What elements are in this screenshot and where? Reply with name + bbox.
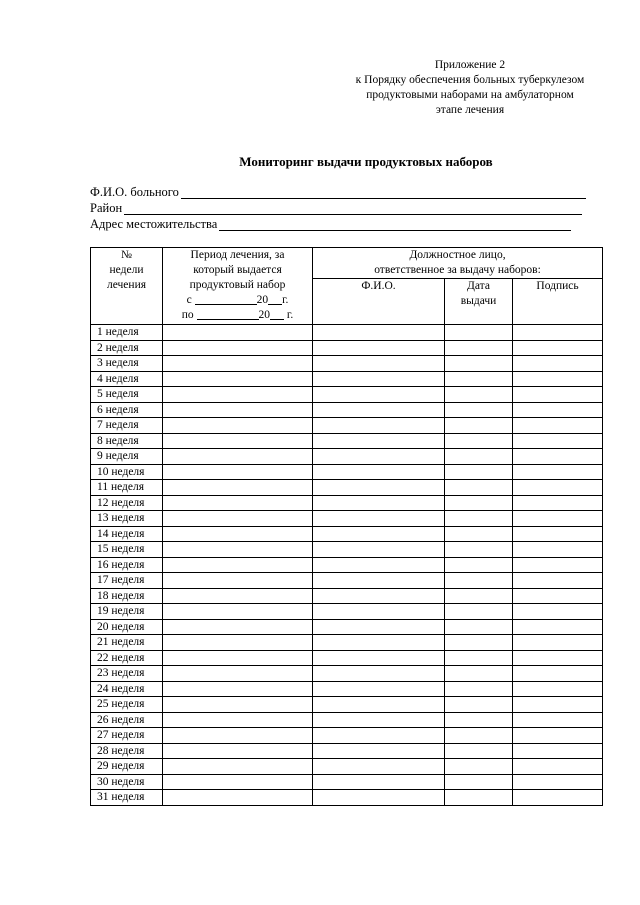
table-row [91, 464, 603, 480]
signature-cell[interactable] [513, 743, 603, 759]
table-row [91, 712, 603, 728]
week-number-header [91, 248, 163, 325]
week-label: 7 неделя [91, 418, 163, 434]
week-label: 15 неделя [91, 542, 163, 558]
signature-cell[interactable] [513, 681, 603, 697]
table-row [91, 790, 603, 806]
period-cell[interactable] [163, 666, 313, 682]
signature-cell[interactable] [513, 449, 603, 465]
table-row [91, 650, 603, 666]
week-label: 13 неделя [91, 511, 163, 527]
official-fio-cell[interactable] [313, 604, 445, 620]
official-fio-cell[interactable] [313, 619, 445, 635]
official-fio-cell[interactable] [313, 356, 445, 372]
signature-cell[interactable] [513, 511, 603, 527]
signature-cell[interactable] [513, 402, 603, 418]
district-label: Район [90, 201, 123, 215]
period-cell[interactable] [163, 635, 313, 651]
period-from-year: 20 [256, 294, 269, 306]
table-row [91, 604, 603, 620]
district-field [90, 201, 582, 216]
table-row [91, 402, 603, 418]
official-fio-cell[interactable] [313, 635, 445, 651]
table-row [91, 542, 603, 558]
week-label: 28 неделя [91, 743, 163, 759]
official-fio-cell[interactable] [313, 681, 445, 697]
official-fio-cell[interactable] [313, 526, 445, 542]
table-row [91, 371, 603, 387]
week-label: 8 неделя [91, 433, 163, 449]
period-cell[interactable] [163, 371, 313, 387]
header-text: Период лечения, за [190, 249, 285, 261]
issue-date-cell[interactable] [445, 433, 513, 449]
period-cell[interactable] [163, 495, 313, 511]
period-cell[interactable] [163, 433, 313, 449]
issue-date-cell[interactable] [445, 681, 513, 697]
appendix-line: к Порядку обеспечения больных туберкулезом [355, 74, 585, 86]
monitoring-table [90, 247, 603, 806]
issue-date-cell[interactable] [445, 774, 513, 790]
table-row [91, 480, 603, 496]
issue-date-cell[interactable] [445, 712, 513, 728]
week-label: 31 неделя [91, 790, 163, 806]
period-cell[interactable] [163, 712, 313, 728]
official-fio-cell[interactable] [313, 743, 445, 759]
official-fio-cell[interactable] [313, 464, 445, 480]
signature-cell[interactable] [513, 759, 603, 775]
appendix-line: Приложение 2 [434, 59, 506, 71]
table-row [91, 681, 603, 697]
period-cell[interactable] [163, 573, 313, 589]
table-row [91, 557, 603, 573]
period-cell[interactable] [163, 356, 313, 372]
signature-cell[interactable] [513, 619, 603, 635]
address-label: Адрес местожительства [90, 217, 218, 231]
signature-cell[interactable] [513, 573, 603, 589]
period-to-year-blank[interactable] [270, 308, 284, 320]
week-label: 12 неделя [91, 495, 163, 511]
week-label: 17 неделя [91, 573, 163, 589]
issue-date-cell[interactable] [445, 449, 513, 465]
issue-date-cell[interactable] [445, 790, 513, 806]
official-fio-cell[interactable] [313, 728, 445, 744]
table-row [91, 697, 603, 713]
period-to-suffix: г. [286, 309, 294, 321]
issue-date-cell[interactable] [445, 666, 513, 682]
official-fio-cell[interactable] [313, 402, 445, 418]
issue-date-cell[interactable] [445, 511, 513, 527]
official-fio-cell[interactable] [313, 588, 445, 604]
header-text: который выдается [193, 264, 282, 276]
week-label: 10 неделя [91, 464, 163, 480]
period-cell[interactable] [163, 774, 313, 790]
period-cell[interactable] [163, 790, 313, 806]
official-fio-cell[interactable] [313, 666, 445, 682]
week-label: 3 неделя [91, 356, 163, 372]
week-label: 16 неделя [91, 557, 163, 573]
header-text: Дата [467, 280, 490, 293]
issue-date-cell[interactable] [445, 371, 513, 387]
week-label: 6 неделя [91, 402, 163, 418]
official-fio-cell[interactable] [313, 511, 445, 527]
period-cell[interactable] [163, 759, 313, 775]
table-row [91, 743, 603, 759]
period-cell[interactable] [163, 464, 313, 480]
table-row [91, 588, 603, 604]
period-from-prefix: с [186, 294, 192, 306]
issue-date-cell[interactable] [445, 387, 513, 403]
patient-name-field [90, 185, 586, 200]
period-cell[interactable] [163, 387, 313, 403]
table-row [91, 433, 603, 449]
week-label: 5 неделя [91, 387, 163, 403]
signature-cell[interactable] [513, 650, 603, 666]
period-cell[interactable] [163, 557, 313, 573]
table-row [91, 619, 603, 635]
period-cell[interactable] [163, 402, 313, 418]
signature-header: Подпись [513, 279, 603, 325]
official-fio-cell[interactable] [313, 433, 445, 449]
official-fio-cell[interactable] [313, 573, 445, 589]
period-cell[interactable] [163, 418, 313, 434]
issue-date-cell[interactable] [445, 542, 513, 558]
table-row [91, 356, 603, 372]
week-label: 30 неделя [91, 774, 163, 790]
issue-date-cell[interactable] [445, 573, 513, 589]
week-label: 19 неделя [91, 604, 163, 620]
district-blank[interactable] [124, 201, 582, 215]
period-to-prefix: по [181, 309, 194, 321]
issue-date-cell[interactable] [445, 697, 513, 713]
period-cell[interactable] [163, 588, 313, 604]
table-row [91, 774, 603, 790]
signature-cell[interactable] [513, 697, 603, 713]
header-text: недели [109, 264, 144, 276]
signature-cell[interactable] [513, 387, 603, 403]
table-row [91, 526, 603, 542]
issue-date-cell[interactable] [445, 650, 513, 666]
signature-cell[interactable] [513, 542, 603, 558]
table-row [91, 325, 603, 341]
period-cell[interactable] [163, 697, 313, 713]
appendix-line: этапе лечения [435, 104, 505, 116]
issue-date-cell[interactable] [445, 356, 513, 372]
issue-date-cell[interactable] [445, 588, 513, 604]
week-label: 1 неделя [91, 325, 163, 341]
official-fio-cell[interactable] [313, 542, 445, 558]
period-cell[interactable] [163, 650, 313, 666]
issue-date-cell[interactable] [445, 635, 513, 651]
official-fio-cell[interactable] [313, 697, 445, 713]
issue-date-cell[interactable] [445, 557, 513, 573]
address-blank[interactable] [219, 217, 571, 231]
period-cell[interactable] [163, 681, 313, 697]
official-fio-cell[interactable] [313, 650, 445, 666]
table-row [91, 511, 603, 527]
period-header [163, 248, 313, 325]
header-text: выдачи [460, 295, 497, 308]
week-label: 23 неделя [91, 666, 163, 682]
issue-date-cell[interactable] [445, 340, 513, 356]
signature-cell[interactable] [513, 526, 603, 542]
signature-cell[interactable] [513, 340, 603, 356]
signature-cell[interactable] [513, 774, 603, 790]
week-label: 18 неделя [91, 588, 163, 604]
official-fio-cell[interactable] [313, 557, 445, 573]
signature-cell[interactable] [513, 790, 603, 806]
week-label: 20 неделя [91, 619, 163, 635]
weeks-body [91, 325, 603, 806]
period-from-suffix: г. [282, 294, 289, 306]
week-label: 11 неделя [91, 480, 163, 496]
issue-date-cell[interactable] [445, 759, 513, 775]
week-label: 27 неделя [91, 728, 163, 744]
week-label: 29 неделя [91, 759, 163, 775]
week-label: 25 неделя [91, 697, 163, 713]
official-fio-header: Ф.И.О. [313, 279, 445, 325]
table-row [91, 418, 603, 434]
signature-cell[interactable] [513, 418, 603, 434]
table-row [91, 573, 603, 589]
table-row [91, 387, 603, 403]
official-fio-cell[interactable] [313, 449, 445, 465]
signature-cell[interactable] [513, 712, 603, 728]
issue-date-cell[interactable] [445, 402, 513, 418]
official-header [313, 248, 603, 279]
signature-cell[interactable] [513, 728, 603, 744]
issue-date-cell[interactable] [445, 604, 513, 620]
official-fio-cell[interactable] [313, 480, 445, 496]
period-from-year-blank[interactable] [268, 293, 282, 305]
issue-date-cell[interactable] [445, 480, 513, 496]
document-title: Мониторинг выдачи продуктовых наборов [239, 154, 493, 169]
signature-cell[interactable] [513, 480, 603, 496]
week-label: 21 неделя [91, 635, 163, 651]
table-row [91, 635, 603, 651]
issue-date-cell[interactable] [445, 464, 513, 480]
issue-date-header [445, 279, 513, 325]
period-cell[interactable] [163, 542, 313, 558]
header-text: № [121, 249, 132, 261]
period-cell[interactable] [163, 480, 313, 496]
signature-cell[interactable] [513, 433, 603, 449]
signature-cell[interactable] [513, 666, 603, 682]
table-row [91, 728, 603, 744]
period-cell[interactable] [163, 604, 313, 620]
header-text: Должностное лицо, [409, 249, 506, 261]
period-from-date-blank[interactable] [195, 293, 257, 305]
period-cell[interactable] [163, 511, 313, 527]
period-to-date-blank[interactable] [197, 308, 259, 320]
table-row [91, 666, 603, 682]
official-fio-cell[interactable] [313, 418, 445, 434]
table-row [91, 449, 603, 465]
signature-cell[interactable] [513, 325, 603, 341]
table-row [91, 759, 603, 775]
period-to-year: 20 [258, 309, 271, 321]
issue-date-cell[interactable] [445, 495, 513, 511]
issue-date-cell[interactable] [445, 418, 513, 434]
official-fio-cell[interactable] [313, 759, 445, 775]
signature-cell[interactable] [513, 557, 603, 573]
official-fio-cell[interactable] [313, 495, 445, 511]
official-fio-cell[interactable] [313, 790, 445, 806]
signature-cell[interactable] [513, 464, 603, 480]
official-fio-cell[interactable] [313, 325, 445, 341]
signature-cell[interactable] [513, 635, 603, 651]
period-cell[interactable] [163, 449, 313, 465]
header-text: продуктовый набор [189, 279, 286, 291]
official-fio-cell[interactable] [313, 774, 445, 790]
appendix-note [330, 58, 610, 118]
period-cell[interactable] [163, 526, 313, 542]
signature-cell[interactable] [513, 604, 603, 620]
signature-cell[interactable] [513, 495, 603, 511]
issue-date-cell[interactable] [445, 619, 513, 635]
official-fio-cell[interactable] [313, 387, 445, 403]
table-row [91, 340, 603, 356]
issue-date-cell[interactable] [445, 325, 513, 341]
period-cell[interactable] [163, 728, 313, 744]
period-to [163, 308, 312, 323]
address-field [90, 217, 571, 232]
week-label: 9 неделя [91, 449, 163, 465]
patient-name-blank[interactable] [181, 185, 586, 199]
issue-date-cell[interactable] [445, 526, 513, 542]
period-cell[interactable] [163, 619, 313, 635]
patient-name-label: Ф.И.О. больного [90, 185, 179, 199]
header-text: ответственное за выдачу наборов: [374, 264, 541, 276]
issue-date-cell[interactable] [445, 743, 513, 759]
signature-cell[interactable] [513, 356, 603, 372]
official-fio-cell[interactable] [313, 712, 445, 728]
issue-date-cell[interactable] [445, 728, 513, 744]
official-fio-cell[interactable] [313, 371, 445, 387]
header-text: лечения [106, 279, 147, 291]
period-cell[interactable] [163, 325, 313, 341]
table-row [91, 495, 603, 511]
week-label: 4 неделя [91, 371, 163, 387]
official-fio-cell[interactable] [313, 340, 445, 356]
week-label: 22 неделя [91, 650, 163, 666]
week-label: 26 неделя [91, 712, 163, 728]
period-from [163, 293, 312, 308]
week-label: 2 неделя [91, 340, 163, 356]
appendix-line: продуктовыми наборами на амбулаторном [366, 89, 574, 101]
week-label: 14 неделя [91, 526, 163, 542]
week-label: 24 неделя [91, 681, 163, 697]
signature-cell[interactable] [513, 588, 603, 604]
signature-cell[interactable] [513, 371, 603, 387]
period-cell[interactable] [163, 743, 313, 759]
period-cell[interactable] [163, 340, 313, 356]
